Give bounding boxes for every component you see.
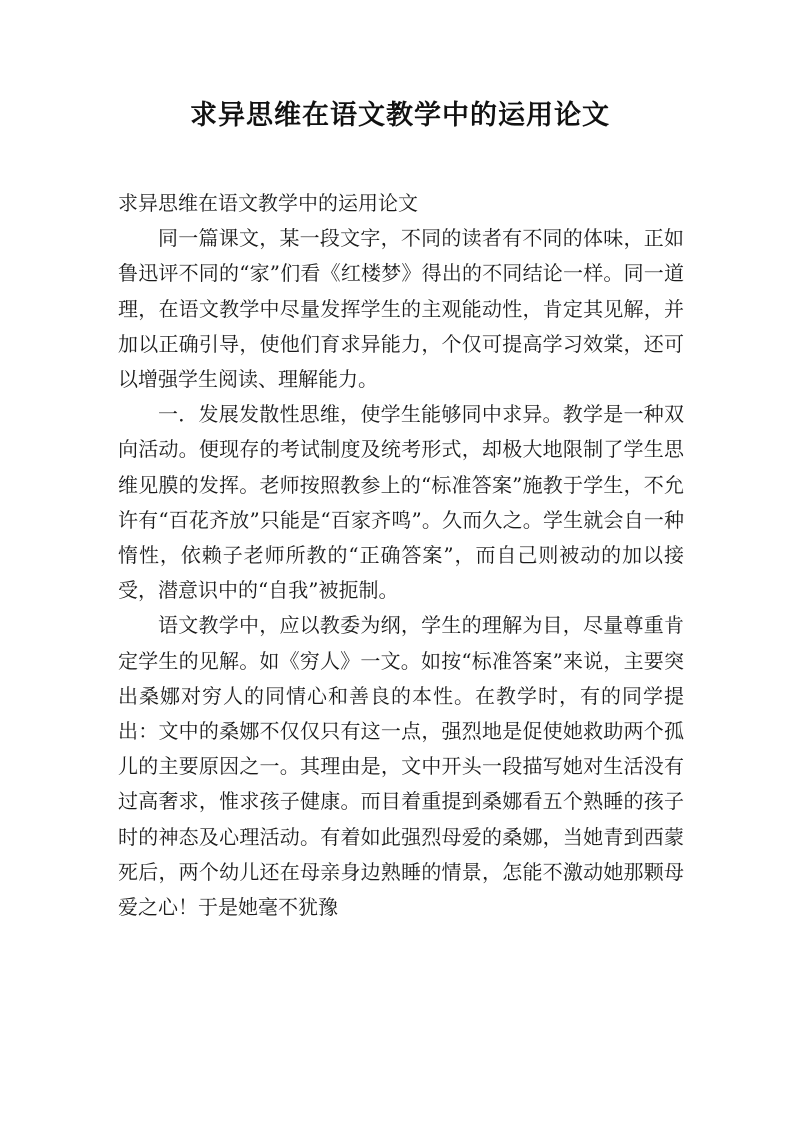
document-subtitle: 求异思维在语文教学中的运用论文: [118, 191, 418, 215]
paragraph-2: 一．发展发散性思维，使学生能够同中求异。教学是一种双向活动。便现存的考试制度及统考形式，却极大地限制了学生思维见膜的发挥。老师按照教参上的“标准答案”施教于学生，不允许有“百花齐放”只能是“百家齐鸣”。久而久之。学生就会自一种惰性，依赖子老师所教的“正确答案”，而自己则被动的加以接受，潜意识中的“自我”被扼制。: [118, 402, 684, 603]
document-title: 求异思维在语文教学中的运用论文: [190, 100, 610, 131]
paragraph-1: 同一篇课文，某一段文字，不同的读者有不同的体味，正如鲁迅评不同的“家”们看《红楼梦》得出的不同结论一样。同一道理，在语文教学中尽量发挥学生的主观能动性，肯定其见解，并加以正确引导，使他们育求异能力，个仅可提高学习效棠，还可以增强学生阅读、理解能力。: [118, 226, 684, 392]
paragraph-3: 语文教学中，应以教委为纲，学生的理解为目，尽量尊重肯定学生的见解。如《穷人》一文。如按“标准答案”来说，主要突出桑娜对穷人的同情心和善良的本性。在教学时，有的同学提出：文中的桑娜不仅仅只有这一点，强烈地是促使她救助两个孤儿的主要原因之一。其理由是，文中开头一段描写她对生活没有过高奢求，惟求孩子健康。而目着重提到桑娜看五个熟睡的孩子时的神态及心理活动。有着如此强烈母爱的桑娜，当她青到西蒙死后，两个幼儿还在母亲身边熟睡的情景，怎能不激动她那颗母爱之心！于是她毫不犹豫: [118, 613, 684, 920]
document-body: [118, 186, 684, 925]
